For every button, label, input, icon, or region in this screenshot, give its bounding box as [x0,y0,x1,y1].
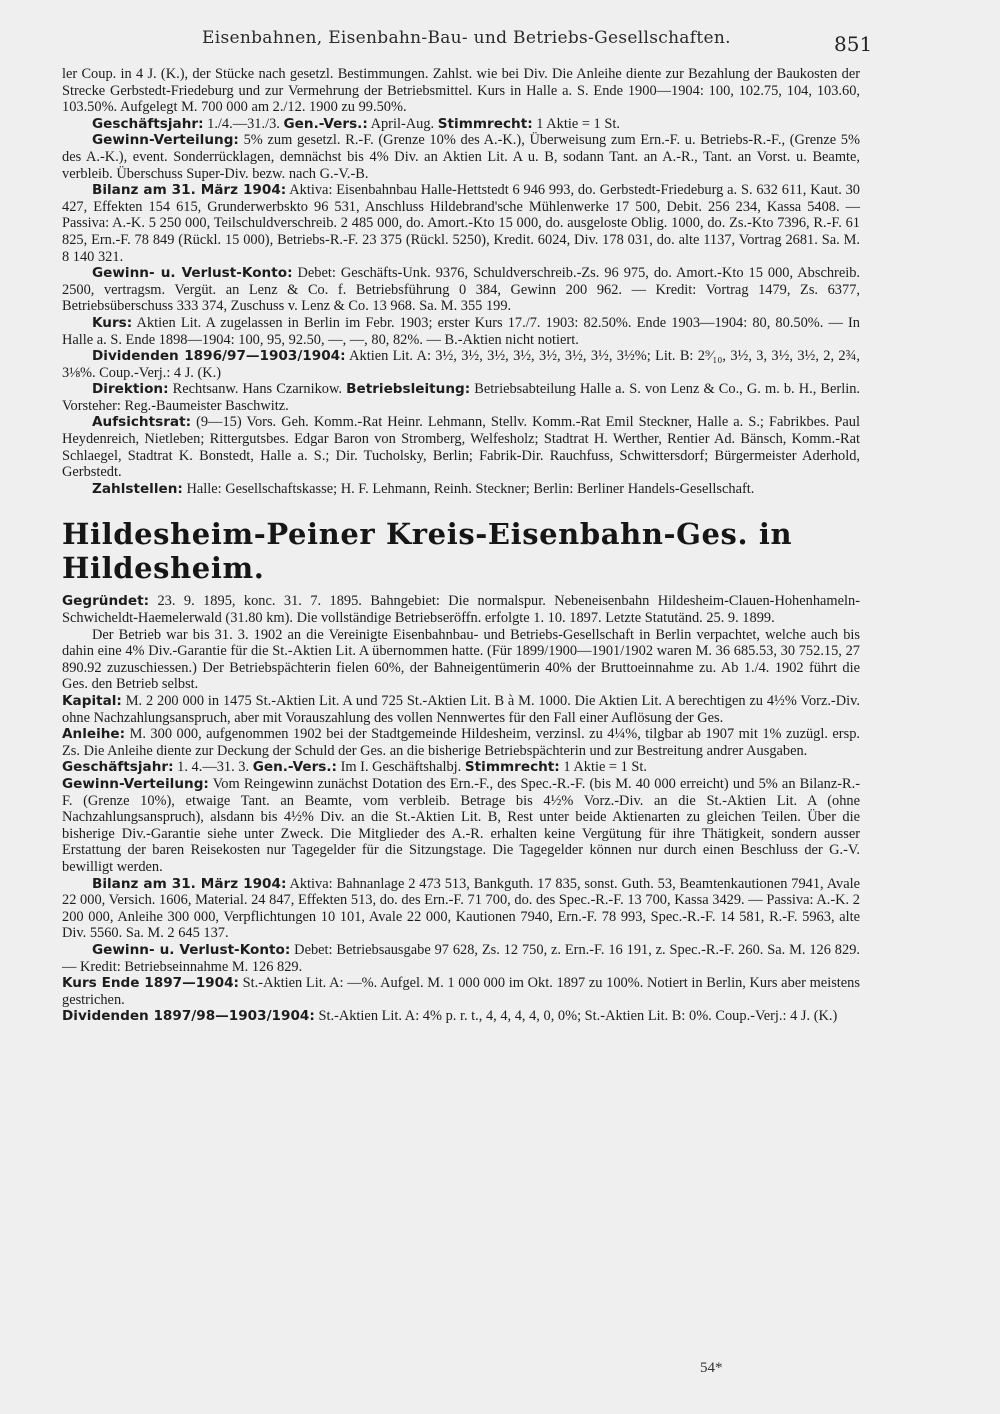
guv-paragraph [62,265,860,315]
gen-vers-label: Gen.-Vers.: [252,759,337,776]
aufsichtsrat-paragraph [62,414,860,480]
dividenden-text: St.-Aktien Lit. A: 4% p. r. t., 4, 4, 4, 4, 0, 0%; St.-Aktien Lit. B: 0%. Coup.-Verj.: 4 J. (K.) [318,1008,838,1025]
kurs-label: Kurs Ende 1897—1904: [62,975,239,992]
gegruendet-label: Gegründet: [62,593,150,610]
betrieb-paragraph: Der Betrieb war bis 31. 3. 1902 an die Vereinigte Eisenbahnbau- und Betriebs-Gesellschaft in Berlin verpachtet, welche auch bis dahin eine 4% Div.-Garantie für die St.-Aktien Lit. A übernommen hatte. (Für 1899/1900—1901/1902 waren M. 36 685.53, 30 752.15, 27 890.92 zuzuschiessen.) Der Betriebspächterin fielen 60%, der Bahneigentümerin 40% der Bruttoeinnahme zu. Ab 1./4. 1902 führt die Ges. den Betrieb selbst. [62,626,860,693]
gewinn-paragraph [62,776,860,876]
zahlstellen-label: Zahlstellen: [92,480,183,497]
betriebsleitung-text: Betriebsabteilung Halle a. S. von Lenz & Co., G. m. b. H., Berlin. Vorsteher: Reg.-Baumeister Baschwitz. [62,381,860,414]
aufsichtsrat-label: Aufsichtsrat: [92,414,191,431]
stimmrecht-label: Stimmrecht: [437,115,533,132]
stimmrecht-label: Stimmrecht: [464,759,560,776]
kurs-text: Aktien Lit. A zugelassen in Berlin im Febr. 1903; erster Kurs 17./7. 1903: 82.50%. Ende 1903—1904: 80, 80.50%. — In Halle a. S. Ende 1898—1904: 100, 95, 92.50, —, —, 80, 82%. — B.-Aktien nicht notiert. [62,314,860,348]
direktion-label: Direktion: [92,381,169,398]
gewinn-paragraph [62,132,860,182]
geschaeftsjahr-text: 1. 4.—31. 3. [177,759,250,776]
gen-vers-label: Gen.-Vers.: [283,115,368,132]
running-head: Eisenbahnen, Eisenbahn-Bau- und Betriebs-Gesellschaften. [202,28,731,48]
dividenden-paragraph [62,348,860,381]
kurs-label: Kurs: [92,314,133,331]
kurs-text: St.-Aktien Lit. A: —%. Aufgel. M. 1 000 000 im Okt. 1897 zu 100%. Notiert in Berlin, Kurs aber meistens gestrichen. [62,975,860,1008]
kapital-text: M. 2 200 000 in 1475 St.-Aktien Lit. A und 725 St.-Aktien Lit. B à M. 1000. Die Aktien Lit. A berechtigen zu 4½% Vorz.-Div. ohne Nachzahlungsanspruch, aber mit Vorauszahlung des vollen Nennwertes für den Fall einer Auflösung der Ges. [62,693,860,726]
previous-company-section [62,66,860,497]
direktion-paragraph [62,381,860,414]
geschaeftsjahr-label: Geschäftsjahr: [92,115,204,132]
anleihe-label: Anleihe: [62,726,126,743]
kapital-paragraph [62,693,860,726]
stimmrecht-text: 1 Aktie = 1 St. [563,759,648,776]
page-number: 851 [834,32,873,56]
meeting-paragraph [62,759,860,776]
geschaeftsjahr-text: 1./4.—31./3. [207,115,280,132]
anleihe-text: M. 300 000, aufgenommen 1902 bei der Stadtgemeinde Hildesheim, verzinsl. zu 4¼%, tilgbar ab 1907 mit 1% zuzügl. ersp. Zs. Die Anleihe diente zur Deckung der Schuld der Ges. an die bisherige Betriebspächterin und zur Bestreitung andrer Ausgaben. [62,726,860,759]
gegruendet-text: 23. 9. 1895, konc. 31. 7. 1895. Bahngebiet: Die normalspur. Nebeneisenbahn Hildesheim-Clauen-Hohenhameln-Schwicheldt-Haemelerwald (31.80 km). Die vollständige Betriebseröffn. erfolgte 1. 10. 1897. Letzte Statutänd. 25. 9. 1899. [62,593,860,627]
gewinn-text: 5% zum gesetzl. R.-F. (Grenze 10% des A.-K.), Überweisung zum Ern.-F. u. Betriebs-R.-F., (Grenze 5% des A.-K.), event. Sonderrücklagen, demnächst bis 4% Div. an Aktien Lit. A u. B, sodann Tant. an A.-R., Tant. an Vorst. u. Beamte, verbleib. Überschuss Super-Div. bezw. nach G.-V.-B. [62,132,860,182]
aufsichtsrat-text: (9—15) Vors. Geh. Komm.-Rat Heinr. Lehmann, Stellv. Komm.-Rat Emil Steckner, Halle a. S.; Fabrikbes. Paul Heydenreich, Nietleben; Rittergutsbes. Edgar Baron von Stromberg, Welfesholz; Stadtrat H. Werther, Rentier Ad. Bänsch, Komm.-Rat Schlaegel, Stadtrat K. Bonstedt, Halle a. S.; Dir. Tucholsky, Berlin; Fabrik-Dir. Rauchfuss, Schwittersdorf; Bürgermeister Aderhold, Gerbstedt. [62,414,860,481]
gegruendet-paragraph [62,593,860,626]
kapital-label: Kapital: [62,693,122,709]
direktion-text: Rechtsanw. Hans Czarnikow. [172,381,343,398]
bilanz-text: Aktiva: Bahnanlage 2 473 513, Bankguth. 17 835, sonst. Guth. 53, Beamtenkautionen 7941, Avale 22 000, Versich. 1606, Material. 24 847, Effekten 513, do. des Ern.-F. 71 700, do. des Spec.-R.-F. 13 700, Kassa 3429. — Passiva: A.-K. 2 200 000, Anleihe 300 000, Verpflichtungen 10 101, Avale 22 000, Kautionen 7940, Ern.-F. 78 993, Spec.-R.-F. 14 581, R.-F. 5963, alte Div. 5560. Sa. M. 2 645 137. [62,875,860,942]
gewinn-text: Vom Reingewinn zunächst Dotation des Ern.-F., des Spec.-R.-F. (bis M. 40 000 erreicht) und 5% an Bilanz-R.-F. (Grenze 10%), etwaige Tant. an Beamte, vom verbleib. Betrage bis 4½% Vorz.-Div. an die St.-Aktien Lit. A (ohne Nachzahlungsanspruch), alsdann bis 4½% Div. an die St.-Aktien Lit. B, Rest unter beide Aktienarten zu gleichen Teilen. Über die bisherige Div.-Garantie siehe unter Zweck. Die Mitglieder des A.-R. erhalten keine Vergütung für ihre Thätigkeit, sondern ausser Erstattung der baren Reisekosten nur Tagegelder für die Sitzungstage. Die Tagegelder können nur durch einen Beschluss der G.-V. bewilligt werden. [62,775,860,875]
anleihe-paragraph [62,726,860,759]
anleihe-paragraph: ler Coup. in 4 J. (K.), der Stücke nach gesetzl. Bestimmungen. Zahlst. wie bei Div. Die Anleihe diente zur Bezahlung der Baukosten der Strecke Gerbstedt-Friedeburg und zur Vermehrung der Betriebsmittel. Kurs in Halle a. S. Ende 1900—1904: 100, 102.75, 104, 103.60, 103.50%. Aufgelegt M. 700 000 am 2./12. 1900 zu 99.50%. [62,66,860,116]
stimmrecht-text: 1 Aktie = 1 St. [536,115,620,132]
kurs-paragraph [62,315,860,348]
hildesheim-company-section [62,593,860,1024]
bilanz-paragraph [62,876,860,942]
dividenden-paragraph [62,1008,860,1025]
guv-text: Debet: Geschäfts-Unk. 9376, Schuldverschreib.-Zs. 96 975, do. Amort.-Kto 15 000, Abschreib. 2500, vertragsm. Vergüt. an Lenz & Co. f. Betriebsführung 0 384, Gewinn 200 962. — Kredit: Vortrag 1479, Zs. 6377, Betriebsüberschuss 333 374, Zuschuss v. Lenz & Co. 13 968. Sa. M. 355 199. [62,265,860,315]
betriebsleitung-label: Betriebsleitung: [346,381,471,398]
kurs-paragraph [62,975,860,1008]
gen-vers-text: Im I. Geschäftshalbj. [340,759,462,776]
dividenden-text: Aktien Lit. A: 3½, 3½, 3½, 3½, 3½, 3½, 3½, 3½%; Lit. B: 2⁹⁄₁₀, 3½, 3, 3½, 3½, 2, 2¾, 3⅛%. Coup.-Verj.: 4 J. (K.) [62,348,860,381]
bilanz-label: Bilanz am 31. März 1904: [92,182,287,199]
guv-paragraph [62,942,860,975]
gen-vers-text: April-Aug. [370,115,435,132]
guv-label: Gewinn- u. Verlust-Konto: [92,265,293,282]
gewinn-label: Gewinn-Verteilung: [92,132,239,149]
gewinn-label: Gewinn-Verteilung: [62,775,209,792]
sheet-signature: 54* [700,1360,723,1376]
meeting-paragraph [62,116,860,133]
page-header [62,28,873,56]
bilanz-paragraph [62,182,860,265]
company-title: Hildesheim-Peiner Kreis-Eisenbahn-Ges. in Hildesheim. [62,517,793,586]
dividenden-label: Dividenden 1897/98—1903/1904: [62,1008,315,1025]
guv-label: Gewinn- u. Verlust-Konto: [92,941,291,958]
zahlstellen-paragraph [62,481,860,498]
bilanz-label: Bilanz am 31. März 1904: [92,875,287,892]
zahlstellen-text: Halle: Gesellschaftskasse; H. F. Lehmann, Reinh. Steckner; Berlin: Berliner Handels-Gesellschaft. [186,480,755,497]
geschaeftsjahr-label: Geschäftsjahr: [62,759,174,776]
bilanz-text: Aktiva: Eisenbahnbau Halle-Hettstedt 6 946 993, do. Gerbstedt-Friedeburg a. S. 632 611, Kaut. 30 427, Effekten 154 615, Grunderwerbskto 96 531, Anschluss Hildebrand'sche Mühlenwerke 17 500, Debit. 256 234, Kassa 5408. — Passiva: A.-K. 5 250 000, Teilschuldverschreib. 2 485 000, do. Amort.-Kto 15 000, do. ausgeloste Oblig. 1000, do. Zs.-Kto 7396, R.-F. 61 825, Ern.-F. 78 849 (Rückl. 15 000), Betriebs-R.-F. 23 375 (Rückl. 5250), Kredit. 6024, Div. 178 031, do. alte 1137, Vortrag 2681. Sa. M. 8 140 321. [62,182,860,265]
guv-text: Debet: Betriebsausgabe 97 628, Zs. 12 750, z. Ern.-F. 16 191, z. Spec.-R.-F. 260. Sa. M. 126 829. — Kredit: Betriebseinnahme M. 126 829. [62,941,860,975]
dividenden-label: Dividenden 1896/97—1903/1904: [92,348,346,365]
